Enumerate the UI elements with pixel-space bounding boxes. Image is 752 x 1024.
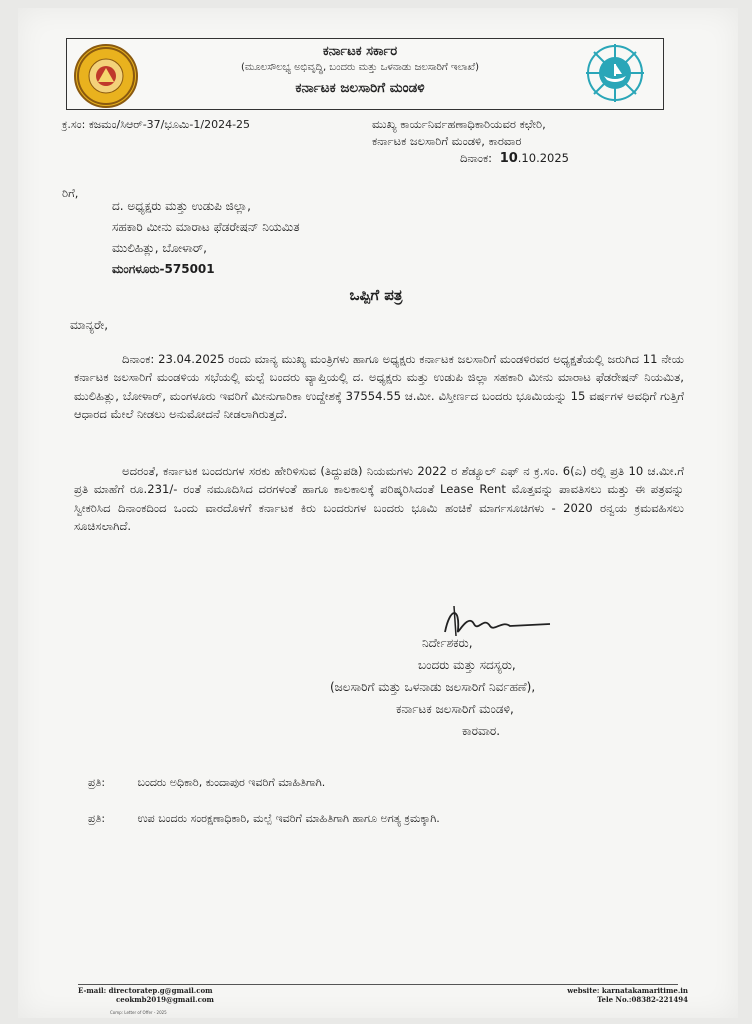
- office-line-1: ಮುಖ್ಯ ಕಾರ್ಯನಿರ್ವಹಣಾಧಿಕಾರಿಯವರ ಕಛೇರಿ,: [372, 117, 546, 131]
- copy-label: ಪ್ರತಿ:: [88, 812, 106, 825]
- office-line-2: ಕರ್ನಾಟಕ ಜಲಸಾರಿಗೆ ಮಂಡಳಿ, ಕಾರವಾರ: [372, 134, 522, 148]
- board-title: ಕರ್ನಾಟಕ ಜಲಸಾರಿಗೆ ಮಂಡಳಿ: [295, 80, 425, 96]
- footer-emails: [78, 986, 214, 1004]
- department-title: (ಮೂಲಸೌಲಭ್ಯ ಅಭಿವೃದ್ಧಿ, ಬಂದರು ಮತ್ತು ಒಳನಾಡು ಜಲಸಾರಿಗೆ ಇಲಾಖೆ): [240, 62, 480, 73]
- footer-tele: Tele No.:08382-221494: [597, 995, 688, 1004]
- signature-line-5: ಕಾರವಾರ.: [462, 724, 501, 738]
- letter-date: [372, 150, 672, 167]
- copy-label: ಪ್ರತಿ:: [88, 776, 106, 789]
- signature-line-1: ನಿರ್ದೇಶಕರು,: [422, 636, 473, 650]
- recipient-line-1: ದ. ಅಧ್ಯಕ್ಷರು ಮತ್ತು ಉಡುಪಿ ಜಿಲ್ಲಾ,: [112, 199, 251, 213]
- recipient-line-4: ಮಂಗಳೂರು-575001: [112, 262, 215, 276]
- letter-subject: ಒಪ್ಪಿಗೆ ಪತ್ರ: [349, 286, 403, 304]
- signature-line-3: (ಜಲಸಾರಿಗೆ ಮತ್ತು ಒಳನಾಡು ಜಲಸಾರಿಗೆ ನಿರ್ವಹಣೆ),: [330, 680, 536, 694]
- date-rest: .10.2025: [517, 151, 569, 165]
- board-logo: [584, 42, 646, 104]
- salutation: ಮಾನ್ಯರೇ,: [70, 318, 109, 332]
- body-paragraph-1: ದಿನಾಂಕ: 23.04.2025 ರಂದು ಮಾನ್ಯ ಮುಖ್ಯ ಮಂತ್ರಿಗಳು ಹಾಗೂ ಅಧ್ಯಕ್ಷರು ಕರ್ನಾಟಕ ಜಲಸಾರಿಗೆ ಮಂಡಳಿರವರ ಅಧ್ಯಕ್ಷತೆಯಲ್ಲಿ ಜರುಗಿದ 11 ನೇಯ ಕರ್ನಾಟಕ ಜಲಸಾರಿಗೆ ಮಂಡಳಿಯ ಸಭೆಯಲ್ಲಿ ಮಲ್ಪೆ ಬಂದರು ವ್ಯಾಪ್ತಿಯಲ್ಲಿ ದ. ಅಧ್ಯಕ್ಷರು ಮತ್ತು ಉಡುಪಿ ಜಿಲ್ಲಾ ಸಹಕಾರಿ ಮೀನು ಮಾರಾಟ ಫೆಡರೇಷನ್ ನಿಯಮಿತ, ಮುಲಿಹಿತ್ಲು, ಬೋಳಾರ್, ಮಂಗಳೂರು ಇವರಿಗೆ ಮೀನುಗಾರಿಕಾ ಉದ್ದೇಶಕ್ಕೆ 37554.55 ಚ.ಮೀ. ವಿಸ್ತೀರ್ಣದ ಬಂದರು ಭೂಮಿಯನ್ನು 15 ವರ್ಷಗಳ ಅವಧಿಗೆ ಗುತ್ತಿಗೆ ಆಧಾರದ ಮೇಲೆ ನೀಡಲು ಅನುಮೋದನೆ ನೀಡಲಾಗಿರುತ್ತದೆ.: [74, 352, 684, 422]
- footer-website: website: karnatakamaritime.in: [567, 986, 688, 995]
- recipient-line-2: ಸಹಕಾರಿ ಮೀನು ಮಾರಾಟ ಫೆಡರೇಷನ್ ನಿಯಮಿತ: [112, 220, 300, 234]
- office-address: [372, 116, 672, 167]
- footer-email-2: ceokmb2019@gmail.com: [116, 995, 214, 1004]
- emblem-icon: [76, 46, 136, 106]
- government-emblem: [74, 44, 138, 108]
- signature-line-2: ಬಂದರು ಮತ್ತು ಸದಸ್ಯರು,: [418, 658, 516, 672]
- reference-number: ಕ್ರ.ಸಂ: ಕಜಮಂ/ಸಿಆರ್-37/ಭೂಮಿ-1/2024-25: [62, 118, 251, 131]
- date-label: ದಿನಾಂಕ:: [460, 151, 493, 165]
- to-label: ರಿಗೆ,: [62, 186, 79, 200]
- footer-file-ref: Comp: Letter of Offer - 2025: [110, 1010, 167, 1015]
- signature-line-4: ಕರ್ನಾಟಕ ಜಲಸಾರಿಗೆ ಮಂಡಳಿ,: [396, 702, 514, 716]
- copy-to-2: [88, 812, 440, 826]
- govt-title: ಕರ್ನಾಟಕ ಸರ್ಕಾರ: [322, 44, 398, 59]
- footer-contact: [548, 986, 688, 1004]
- copy-text: ಉಪ ಬಂದರು ಸಂರಕ್ಷಣಾಧಿಕಾರಿ, ಮಲ್ಪೆ ಇವರಿಗೆ ಮಾಹಿತಿಗಾಗಿ ಹಾಗೂ ಅಗತ್ಯ ಕ್ರಮಕ್ಕಾಗಿ.: [137, 812, 440, 825]
- signature-block: [330, 632, 690, 742]
- body-paragraph-2: ಅದರಂತೆ, ಕರ್ನಾಟಕ ಬಂದರುಗಳ ಸರಕು ಹೇರಿಳಿಸುವ (ತಿದ್ದುಪಡಿ) ನಿಯಮಗಳು 2022 ರ ಶೆಡ್ಯೂಲ್ ಎಫ್ ನ ಕ್ರ.ಸಂ. 6(ಎ) ರಲ್ಲಿ ಪ್ರತಿ 10 ಚ.ಮೀ.ಗೆ ಪ್ರತಿ ಮಾಹೆಗೆ ರೂ.231/- ರಂತೆ ನಮೂದಿಸಿದ ದರಗಳಂತೆ ಹಾಗೂ ಕಾಲಕಾಲಕ್ಕೆ ಪರಿಷ್ಕರಿಸಿದಂತೆ Lease Rent ಮೊತ್ತವನ್ನು ಪಾವತಿಸಲು ಮತ್ತು ಈ ಪತ್ರವನ್ನು ಸ್ವೀಕರಿಸಿದ ದಿನಾಂಕದಿಂದ ಒಂದು ವಾರದೊಳಗೆ ಕರ್ನಾಟಕ ಕಿರು ಬಂದರುಗಳ ಬಂದರು ಭೂಮಿ ಹಂಚಿಕೆ ಮಾರ್ಗಸೂಚಿಗಳು - 2020 ರನ್ವಯ ಕ್ರಮವಹಿಸಲು ಸೂಚಿಸಲಾಗಿದೆ.: [74, 464, 684, 534]
- recipient-line-3: ಮುಲಿಹಿತ್ಲು, ಬೋಳಾರ್,: [112, 241, 207, 255]
- copy-to-1: [88, 776, 325, 790]
- footer-divider: [78, 984, 678, 985]
- ship-wheel-icon: [584, 42, 646, 104]
- copy-text: ಬಂದರು ಅಧಿಕಾರಿ, ಕುಂದಾಪುರ ಇವರಿಗೆ ಮಾಹಿತಿಗಾಗಿ.: [137, 776, 326, 789]
- footer-email-1: E-mail: directoratep.g@gmail.com: [78, 986, 213, 995]
- date-day: 10: [499, 151, 518, 166]
- recipient-address: [112, 196, 300, 280]
